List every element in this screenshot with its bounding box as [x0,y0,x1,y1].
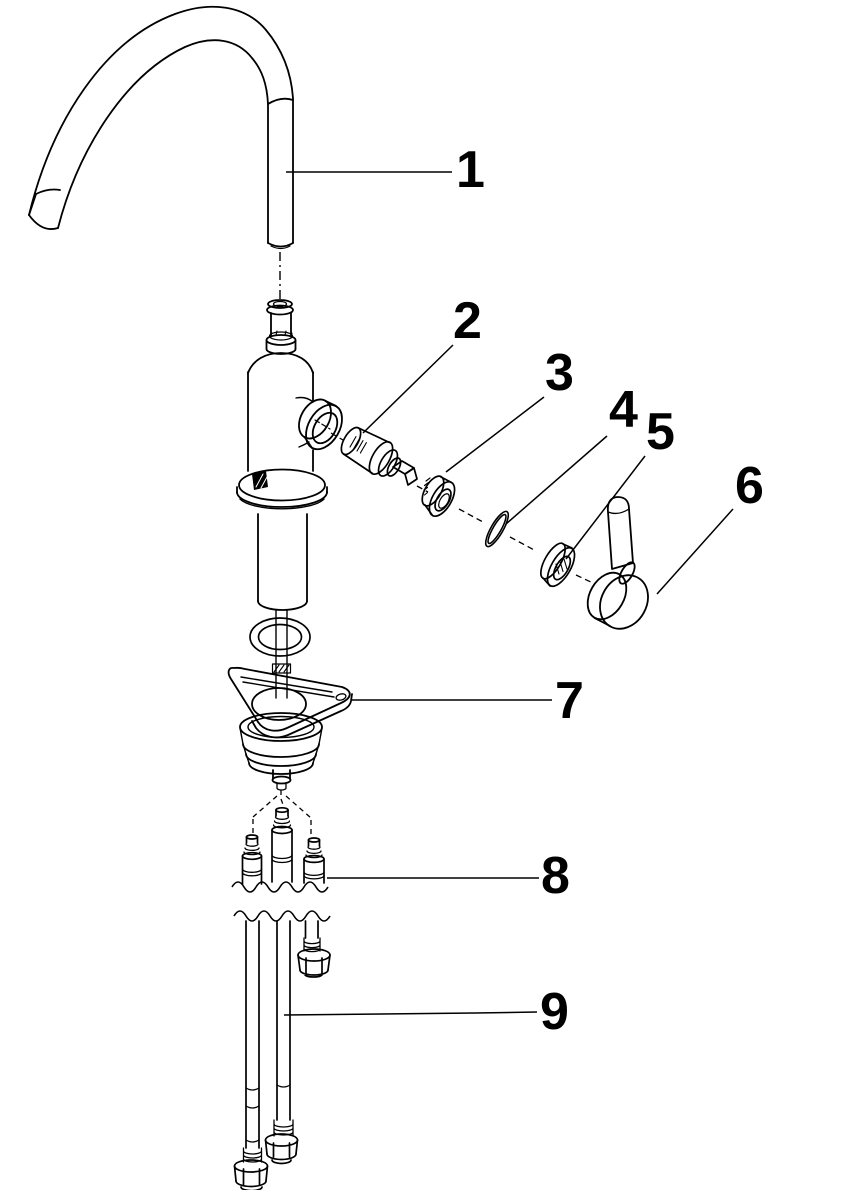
callout-label-6: 6 [735,457,764,515]
callout-label-3: 3 [545,344,574,402]
callout-label-1: 1 [456,141,485,199]
callout-label-4: 4 [609,381,638,439]
callout-label-8: 8 [541,847,570,905]
callout-label-2: 2 [453,292,482,350]
callout-label-9: 9 [540,983,569,1041]
callout-label-7: 7 [555,672,584,730]
callout-label-5: 5 [646,403,675,461]
